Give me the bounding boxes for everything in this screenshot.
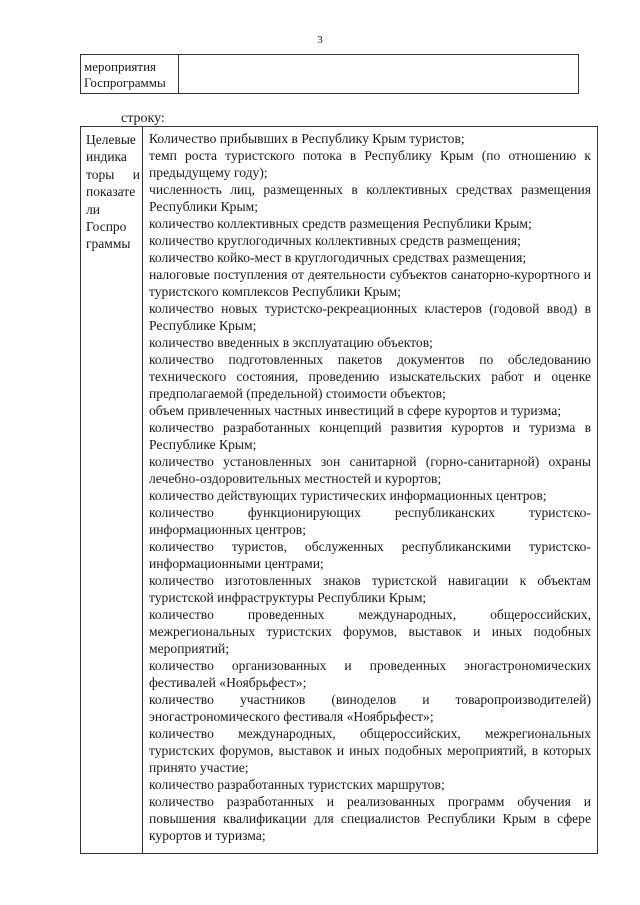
indicator-item: количество проведенных международных, общероссийских, межрегиональных туристских форумов, выставок и иных подобных мероприятий; [149, 607, 591, 656]
indicator-item: количество подготовленных пакетов документов по обследованию технического состояния, проведению изыскательских работ и оценке предполагаемой (предельной) стоимости объектов; [149, 352, 591, 401]
indicator-item: количество изготовленных знаков туристской навигации к объектам туристской инфраструктуры Республики Крым; [149, 573, 591, 605]
indicator-item: Количество прибывших в Республику Крым туристов; [149, 131, 465, 146]
indicator-item: количество функционирующих республиканских туристско-информационных центров; [149, 505, 591, 537]
row-label-target-indicators [81, 127, 143, 853]
indicator-item: количество введенных в эксплуатацию объектов; [149, 335, 433, 350]
indicator-item: количество туристов, обслуженных республиканскими туристско-информационными центрами; [149, 539, 591, 571]
indicator-item: количество участников (виноделов и товаропроизводителей) эногастрономического фестиваля «Ноябрьфест»; [149, 692, 591, 724]
indicator-item: количество круглогодичных коллективных средств размещения; [149, 233, 521, 248]
indicator-item: количество действующих туристических информационных центров; [149, 488, 547, 503]
row-label-line: ли [86, 201, 100, 217]
indicator-item: налоговые поступления от деятельности субъектов санаторно-курортного и туристского комплексов Республики Крым; [149, 267, 591, 299]
row-label-line [86, 166, 140, 183]
indicator-item: количество международных, общероссийских, межрегиональных туристских форумов, выставок и иных подобных мероприятий, в которых принято участие; [149, 726, 591, 775]
indicator-item: количество разработанных и реализованных программ обучения и повышения квалификации для специалистов Республики Крым в сфере курортов и туризма; [149, 794, 591, 843]
row-label-line: показате [86, 184, 136, 200]
row-label-word: и [132, 166, 140, 182]
row-label-word: торы [86, 166, 115, 182]
indicator-item: количество разработанных концепций развития курортов и туризма в Республике Крым; [149, 420, 591, 452]
indicator-item: количество установленных зон санитарной (горно-санитарной) охраны лечебно-оздоровительных местностей и курортов; [149, 454, 591, 486]
row-label-line: Госпро [86, 219, 127, 235]
indicator-item: количество коллективных средств размещения Республики Крым; [149, 216, 532, 231]
indicator-item: количество новых туристско-рекреационных кластеров (годовой ввод) в Республике Крым; [149, 301, 591, 333]
row-value-events [179, 55, 578, 93]
indicator-item: количество койко-мест в круглогодичных средствах размещения; [149, 250, 527, 265]
row-label-line: граммы [86, 236, 131, 252]
indicator-item: объем привлеченных частных инвестиций в сфере курортов и туризма; [149, 403, 562, 418]
indicators-list [143, 127, 597, 853]
row-label-line: Целевые [86, 132, 136, 147]
indicator-item: количество разработанных туристских маршрутов; [149, 777, 445, 792]
indicator-item: количество организованных и проведенных эногастрономических фестивалей «Ноябрьфест»; [149, 658, 591, 690]
program-events-table [80, 54, 579, 94]
page-number: 3 [317, 34, 323, 46]
target-indicators-table [80, 126, 598, 854]
row-label-line: индика [86, 149, 127, 165]
intro-word: строку: [121, 111, 165, 126]
indicator-item: темп роста туристского потока в Республику Крым (по отношению к предыдущему году); [149, 148, 591, 180]
row-label-events: мероприятия Госпрограммы [81, 55, 179, 93]
indicator-item: численность лиц, размещенных в коллективных средствах размещения Республики Крым; [149, 182, 591, 214]
